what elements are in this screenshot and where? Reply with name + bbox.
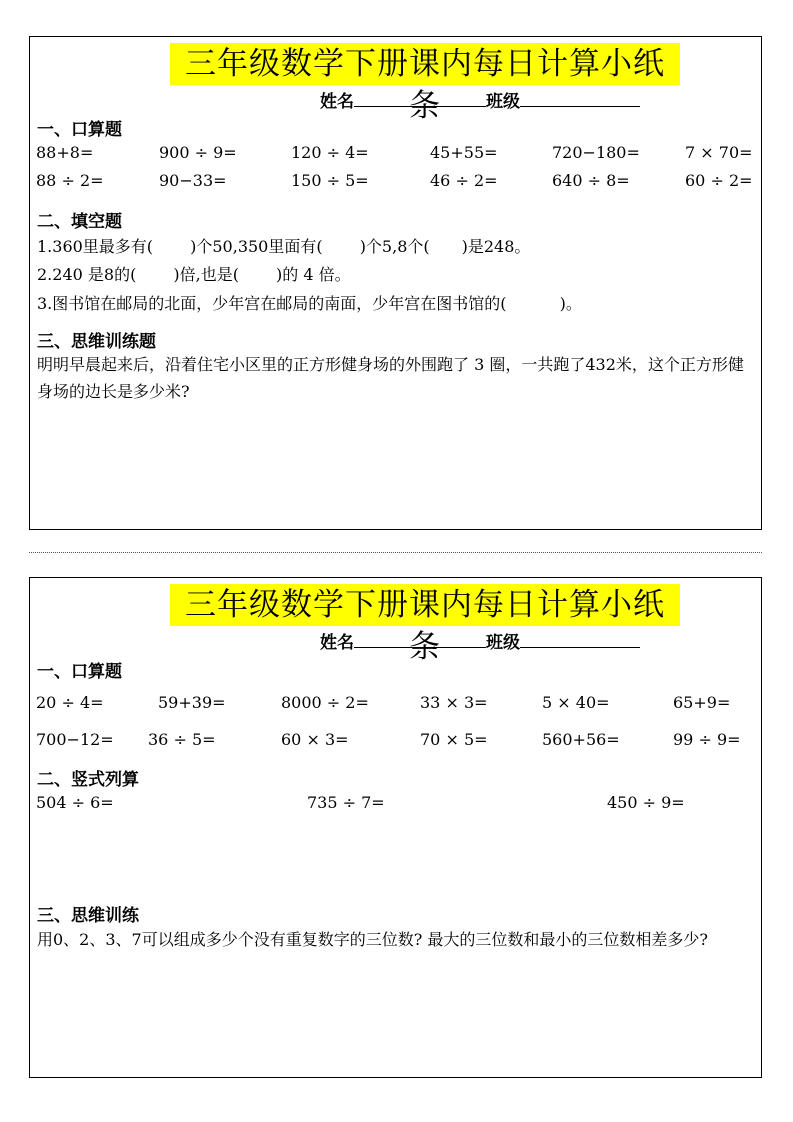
card1-fill-3: 3.图书馆在邮局的北面，少年宫在邮局的南面，少年宫在图书馆的( )。 <box>37 294 582 313</box>
problem: 99 ÷ 9= <box>673 730 741 749</box>
card1-name-class-row <box>320 87 640 112</box>
problem: 60 × 3= <box>281 730 349 749</box>
problem: 900 ÷ 9= <box>159 143 237 162</box>
card1-fill-2: 2.240 是8的( )倍,也是( )的 4 倍。 <box>37 265 351 284</box>
problem: 700−12= <box>36 730 114 749</box>
card2-mental-row-2 <box>30 730 763 752</box>
problem: 720−180= <box>552 143 640 162</box>
card2-name-blank[interactable] <box>354 631 486 648</box>
problem: 640 ÷ 8= <box>552 171 630 190</box>
problem: 36 ÷ 5= <box>148 730 216 749</box>
problem: 120 ÷ 4= <box>291 143 369 162</box>
card1-name-blank[interactable] <box>354 90 486 107</box>
card1-mental-row-2 <box>30 171 763 193</box>
card1-section-fill: 二、填空题 <box>37 212 122 232</box>
card1-name-label: 姓名 <box>320 92 354 112</box>
problem: 5 × 40= <box>542 693 610 712</box>
problem: 46 ÷ 2= <box>430 171 498 190</box>
card2-title: 三年级数学下册课内每日计算小纸条 <box>170 584 680 626</box>
problem: 450 ÷ 9= <box>607 793 685 812</box>
problem: 45+55= <box>430 143 498 162</box>
problem: 65+9= <box>673 693 731 712</box>
problem: 88 ÷ 2= <box>36 171 104 190</box>
problem: 60 ÷ 2= <box>685 171 753 190</box>
card2-mental-row-1 <box>30 693 763 715</box>
card1-mental-row-1 <box>30 143 763 165</box>
card2-class-label: 班级 <box>486 633 520 653</box>
card2-class-blank[interactable] <box>520 631 640 648</box>
cut-line-divider <box>29 552 762 553</box>
card1-section-thinking: 三、思维训练题 <box>37 332 156 352</box>
problem: 7 × 70= <box>685 143 753 162</box>
card1-class-label: 班级 <box>486 92 520 112</box>
problem: 88+8= <box>36 143 94 162</box>
card1-fill-1: 1.360里最多有( )个50,350里面有( )个5,8个( )是248。 <box>37 237 531 256</box>
card1-title: 三年级数学下册课内每日计算小纸条 <box>170 43 680 85</box>
card1-section-mental: 一、口算题 <box>37 120 122 140</box>
problem: 59+39= <box>158 693 226 712</box>
problem: 90−33= <box>159 171 227 190</box>
card2-name-class-row <box>320 628 640 653</box>
problem: 70 × 5= <box>420 730 488 749</box>
card2-section-vertical: 二、竖式列算 <box>37 770 139 790</box>
problem: 560+56= <box>542 730 620 749</box>
card2-section-thinking: 三、思维训练 <box>37 906 139 926</box>
card2-section-mental: 一、口算题 <box>37 662 122 682</box>
problem: 20 ÷ 4= <box>36 693 104 712</box>
worksheet-card-2 <box>29 577 762 1078</box>
card2-thinking-question: 用0、2、3、7可以组成多少个没有重复数字的三位数? 最大的三位数和最小的三位数相差多少? <box>37 930 708 949</box>
problem: 504 ÷ 6= <box>36 793 114 812</box>
problem: 735 ÷ 7= <box>307 793 385 812</box>
problem: 8000 ÷ 2= <box>281 693 369 712</box>
card1-class-blank[interactable] <box>520 90 640 107</box>
card2-name-label: 姓名 <box>320 633 354 653</box>
card1-thinking-question: 明明早晨起来后，沿着住宅小区里的正方形健身场的外围跑了 3 圈，一共跑了432米，这个正方形健身场的边长是多少米? <box>37 355 744 401</box>
card2-vertical-row <box>30 793 763 815</box>
worksheet-card-1 <box>29 36 762 530</box>
problem: 33 × 3= <box>420 693 488 712</box>
problem: 150 ÷ 5= <box>291 171 369 190</box>
